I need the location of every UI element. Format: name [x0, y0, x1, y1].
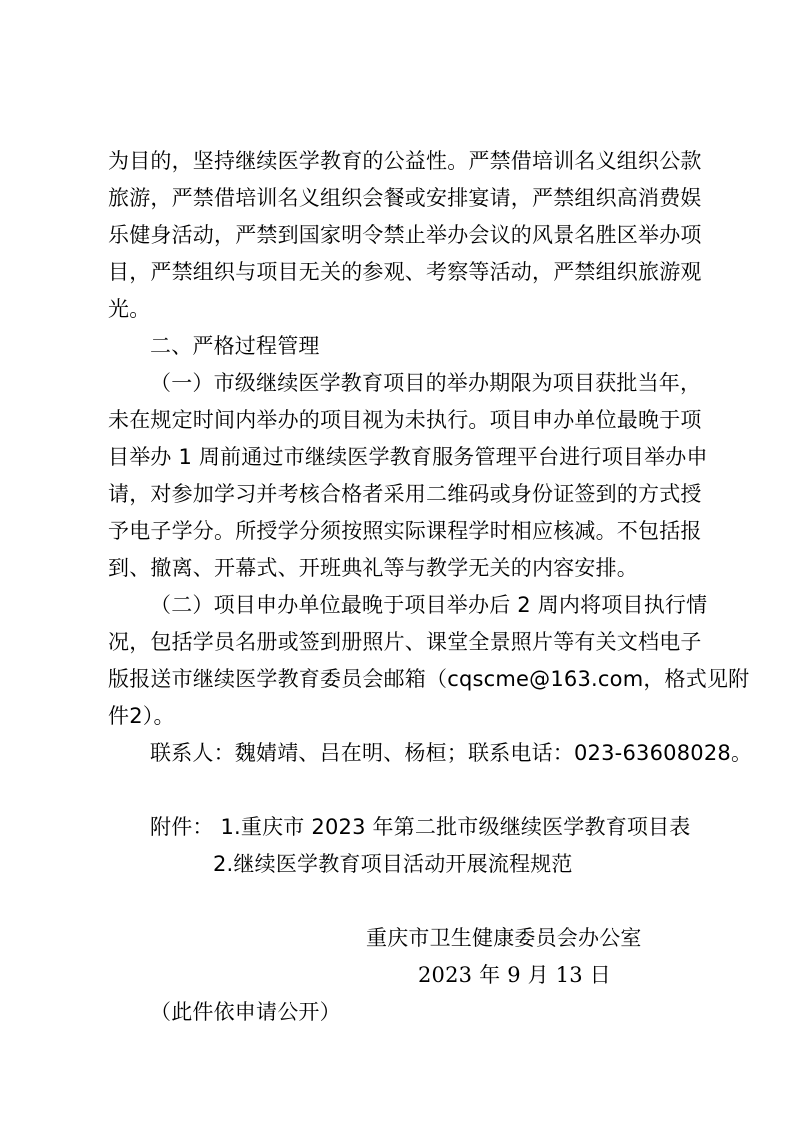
body-line: 为目的，坚持继续医学教育的公益性。严禁借培训名义组织公款 — [108, 149, 702, 173]
item2-line: （二）项目申办单位最晚于项目举办后 2 周内将项目执行情 — [150, 593, 708, 617]
attachment-item-1: 附件： 1.重庆市 2023 年第二批市级继续医学教育项目表 — [150, 815, 691, 839]
item1-line: （一）市级继续医学教育项目的举办期限为项目获批当年， — [150, 371, 702, 395]
disclosure-note: （此件依申请公开） — [150, 1000, 341, 1024]
signature-org: 重庆市卫生健康委员会办公室 — [366, 926, 642, 950]
item2-line: 版报送市继续医学教育委员会邮箱（cqscme@163.com，格式见附 — [108, 667, 750, 691]
item1-line: 到、撤离、开幕式、开班典礼等与教学无关的内容安排。 — [108, 556, 638, 580]
section-heading: 二、严格过程管理 — [150, 334, 320, 358]
attachment-item-2: 2.继续医学教育项目活动开展流程规范 — [213, 852, 573, 876]
body-line: 目，严禁组织与项目无关的参观、考察等活动，严禁组织旅游观 — [108, 260, 702, 284]
item1-line: 未在规定时间内举办的项目视为未执行。项目申办单位最晚于项 — [108, 408, 702, 432]
signature-date: 2023 年 9 月 13 日 — [418, 963, 611, 987]
item1-line: 请，对参加学习并考核合格者采用二维码或身份证签到的方式授 — [108, 482, 702, 506]
body-line: 光。 — [108, 297, 151, 321]
item1-line: 予电子学分。所授学分须按照实际课程学时相应核减。不包括报 — [108, 519, 702, 543]
contact-line: 联系人：魏婧靖、吕在明、杨桓；联系电话：023-63608028。 — [150, 741, 753, 765]
item2-line: 件2）。 — [108, 704, 175, 728]
item2-line: 况，包括学员名册或签到册照片、课堂全景照片等有关文档电子 — [108, 630, 702, 654]
body-line: 旅游，严禁借培训名义组织会餐或安排宴请，严禁组织高消费娱 — [108, 186, 702, 210]
item1-line: 目举办 1 周前通过市继续医学教育服务管理平台进行项目举办申 — [108, 445, 708, 469]
body-line: 乐健身活动，严禁到国家明令禁止举办会议的风景名胜区举办项 — [108, 223, 702, 247]
